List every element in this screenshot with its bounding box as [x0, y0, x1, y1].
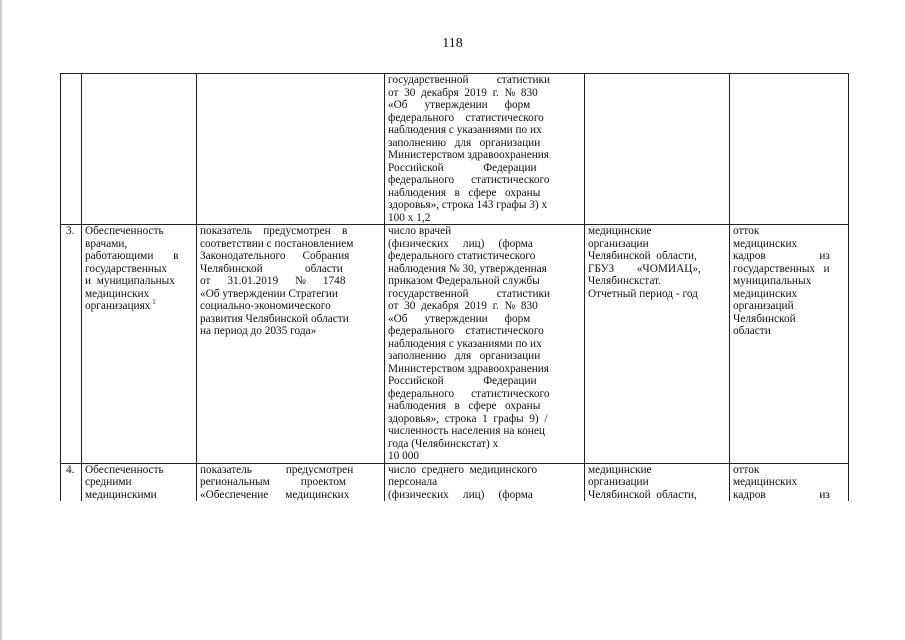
cell-line: года (Челябинскстат) х — [388, 437, 499, 450]
footnote-marker: 1 — [150, 298, 156, 307]
cell-line: кадров из — [733, 250, 830, 262]
cell-line: «Об утверждении Стратегии — [200, 287, 338, 300]
cell-line: показатель предусмотрен — [200, 463, 354, 476]
cell-basis — [197, 74, 385, 225]
scan-edge-shadow — [0, 0, 3, 640]
cell-line: развития Челябинской области — [200, 312, 349, 325]
cell-line: организациях $^1$ — [85, 298, 156, 312]
cell-line: Министерством здравоохранения — [388, 362, 550, 375]
cell-calc — [385, 74, 585, 225]
cell-line: медицинские — [588, 225, 652, 237]
cell-line: Российской Федерации — [388, 375, 537, 387]
cell-line: работающими в — [85, 250, 179, 262]
row-number: 4. — [66, 463, 75, 476]
cell-line: число среднего медицинского — [388, 463, 538, 476]
cell-line: организаций — [733, 300, 794, 312]
cell-indicator — [82, 74, 197, 225]
cell-line: (физических лиц) (форма — [388, 237, 533, 250]
cell-line: заполнению для организации — [388, 350, 541, 362]
cell-line: Челябинской — [733, 312, 796, 325]
cell-line: Челябинской области, — [588, 488, 697, 501]
indicators-table — [60, 73, 849, 501]
cell-line: федерального статистического — [388, 325, 544, 337]
cell-line: Челябинской области, — [588, 250, 697, 262]
cell-line: «Об утверждении форм — [388, 99, 531, 111]
cell-line: наблюдения в сфере охраны — [388, 400, 541, 412]
cell-line: на период до 2035 года» — [200, 325, 317, 337]
cell-line: области — [733, 325, 771, 337]
cell-line: организации — [588, 237, 649, 250]
cell-num — [61, 225, 82, 464]
cell-line: Челябинской области — [200, 262, 343, 275]
cell-line: число врачей — [388, 225, 452, 237]
cell-line: 100 х 1,2 — [388, 211, 431, 224]
cell-line: Министерством здравоохранения — [388, 149, 550, 161]
cell-line: кадров из — [733, 488, 830, 501]
cell-line: наблюдения в сфере охраны — [388, 186, 541, 199]
cell-line: федерального статистического — [388, 111, 544, 124]
cell-line: медицинскими — [85, 488, 157, 501]
cell-line: приказом Федеральной службы — [388, 275, 540, 287]
cell-line: численность населения на конец — [388, 425, 545, 437]
cell-line: отток — [733, 225, 760, 237]
cell-line: федерального статистического — [388, 387, 550, 400]
cell-indicator — [82, 225, 197, 464]
cell-num — [61, 463, 82, 501]
cell-line: медицинских — [733, 287, 798, 300]
cell-line: Обеспеченность — [85, 463, 164, 476]
cell-line: государственной статистики — [388, 74, 551, 86]
cell-line: наблюдения с указаниями по их — [388, 337, 542, 350]
cell-line: средними — [85, 476, 132, 488]
cell-line: медицинских — [733, 476, 798, 488]
table-row — [61, 463, 849, 501]
cell-line: организации — [588, 476, 649, 488]
cell-line: Российской Федерации — [388, 161, 537, 174]
cell-line: врачами, — [85, 237, 128, 250]
cell-line: и муниципальных — [85, 275, 175, 287]
cell-line: персонала — [388, 476, 438, 488]
cell-note — [730, 225, 849, 464]
cell-line: государственных — [85, 262, 168, 275]
cell-calc — [385, 463, 585, 501]
cell-line: государственных и — [733, 262, 830, 275]
cell-line: заполнению для организации — [388, 136, 541, 149]
cell-line: региональным проектом — [200, 476, 346, 488]
cell-line: показатель предусмотрен в — [200, 225, 348, 237]
cell-line: государственной статистики — [388, 287, 551, 300]
cell-indicator — [82, 463, 197, 501]
cell-source — [585, 225, 730, 464]
cell-line: медицинских — [85, 287, 150, 300]
cell-basis — [197, 463, 385, 501]
cell-line: федерального статистического — [388, 250, 536, 262]
cell-line: отток — [733, 463, 760, 476]
cell-line: наблюдения № 30, утвержденная — [388, 262, 547, 275]
page-number: 118 — [442, 36, 463, 51]
cell-calc — [385, 225, 585, 464]
cell-line: Челябинскстат. — [588, 275, 661, 287]
cell-line: Отчетный период - год — [588, 287, 698, 300]
cell-line: «Обеспечение медицинских — [200, 488, 350, 501]
cell-line: Обеспеченность — [85, 225, 164, 237]
cell-source — [585, 463, 730, 501]
cell-note — [730, 74, 849, 225]
table-row — [61, 74, 849, 225]
cell-line: 10 000 — [388, 450, 420, 462]
cell-basis — [197, 225, 385, 464]
table-row — [61, 225, 849, 464]
cell-line: муниципальных — [733, 275, 812, 287]
cell-line: от 30 декабря 2019 г. № 830 — [388, 300, 538, 312]
cell-line: медицинских — [733, 237, 798, 250]
cell-line: наблюдения с указаниями по их — [388, 124, 542, 136]
cell-line: от 31.01.2019 № 1748 — [200, 275, 346, 287]
cell-line: социально-экономического — [200, 300, 331, 312]
cell-line: соответствии с постановлением — [200, 237, 354, 250]
row-number: 3. — [66, 225, 75, 237]
cell-line: от 30 декабря 2019 г. № 830 — [388, 86, 538, 99]
cell-line: федерального статистического — [388, 174, 550, 186]
cell-line: здоровья», строка 143 графы 3) х — [388, 199, 548, 211]
cell-line: ГБУЗ «ЧОМИАЦ», — [588, 262, 701, 275]
cell-line: «Об утверждении форм — [388, 312, 531, 325]
cell-source — [585, 74, 730, 225]
cell-num — [61, 74, 82, 225]
cell-line: Законодательного Собрания — [200, 250, 350, 262]
cell-line: медицинские — [588, 463, 652, 476]
cell-line: здоровья», строка 1 графы 9) / — [388, 412, 548, 425]
cell-line: (физических лиц) (форма — [388, 488, 533, 501]
cell-note — [730, 463, 849, 501]
